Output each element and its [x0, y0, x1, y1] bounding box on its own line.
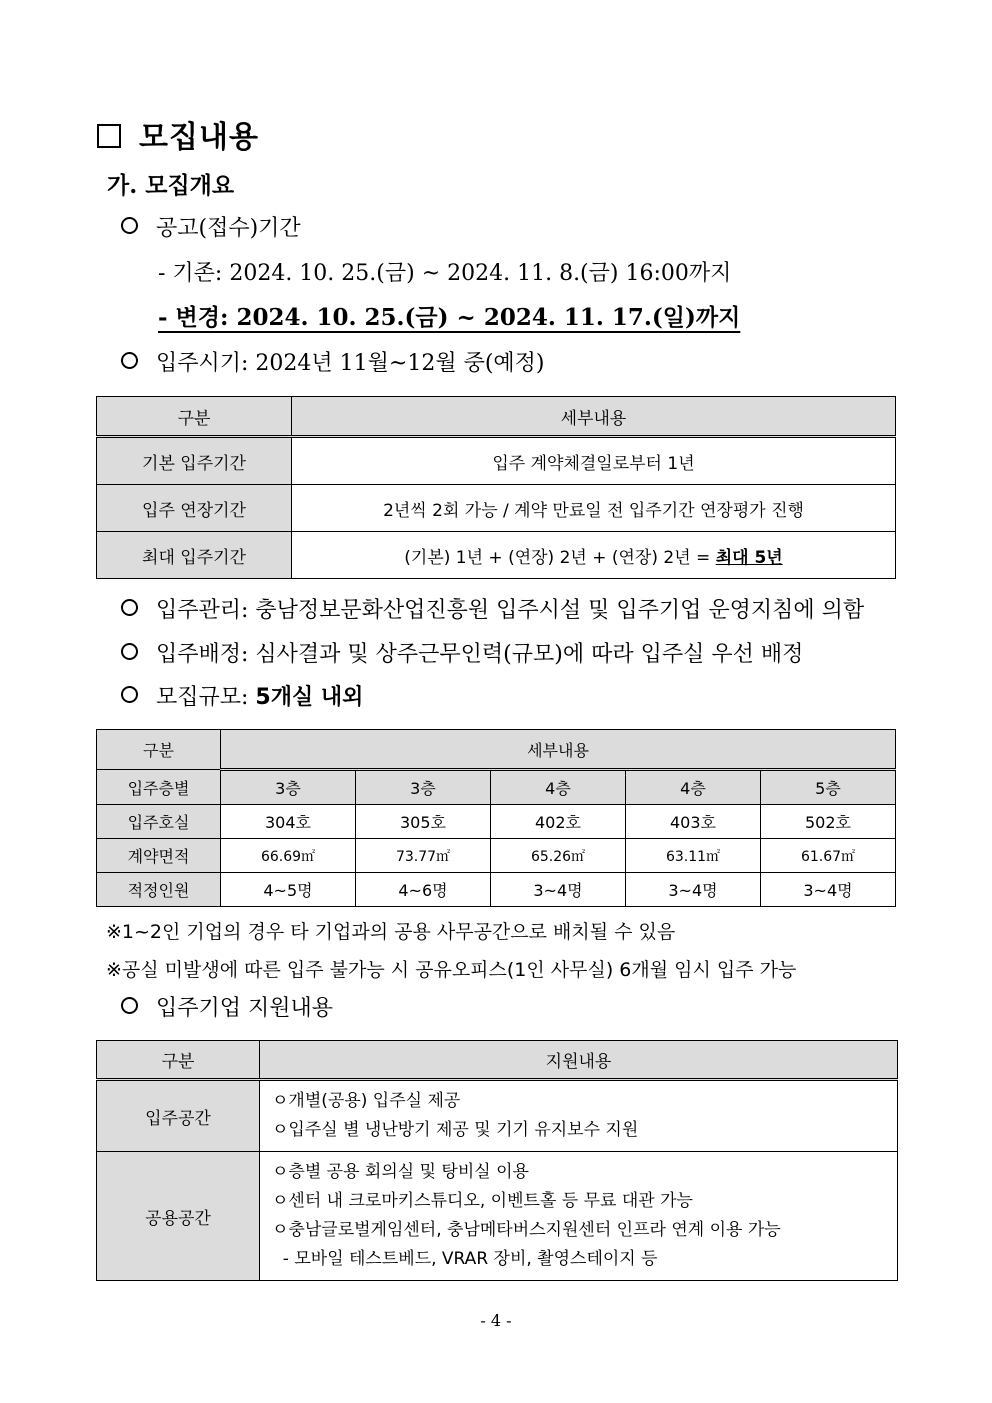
period-table: [96, 396, 896, 579]
table-header: 구분: [97, 1041, 260, 1080]
management-bullet: [121, 593, 864, 624]
cell: 61.67㎡: [761, 839, 896, 873]
cell: 4~6명: [356, 873, 491, 907]
page-heading: [97, 112, 259, 156]
circle-bullet-icon: [121, 686, 138, 703]
row-value-emphasis: 최대 5년: [715, 547, 783, 568]
allocation-bullet: [121, 637, 803, 668]
content-line: ㅇ입주실 별 냉난방기 제공 및 기기 유지보수 지원: [272, 1120, 639, 1140]
table-row: [97, 839, 896, 873]
management-text: 입주관리: 충남정보문화산업진흥원 입주시설 및 입주기업 운영지침에 의함: [156, 598, 865, 623]
table-row: [97, 1152, 898, 1281]
cell: 402호: [491, 805, 626, 839]
circle-bullet-icon: [121, 643, 138, 660]
row-content: [260, 1152, 898, 1281]
period-label: 공고(접수)기간: [156, 216, 301, 241]
table-row: [97, 805, 896, 839]
cell: 305호: [356, 805, 491, 839]
support-table: [96, 1040, 898, 1281]
cell: 4층: [626, 770, 761, 805]
checkbox-square-icon: [97, 124, 121, 148]
page-number: - 4 -: [480, 1311, 512, 1330]
content-line: ㅇ센터 내 크로마키스튜디오, 이벤트홀 등 무료 대관 가능: [272, 1191, 693, 1211]
row-value: 입주 계약체결일로부터 1년: [292, 437, 896, 485]
row-label: 입주공간: [97, 1080, 260, 1152]
circle-bullet-icon: [121, 217, 138, 234]
content-line: - 모바일 테스트베드, VRAR 장비, 촬영스테이지 등: [272, 1249, 658, 1269]
table-header: 세부내용: [221, 730, 896, 770]
row-label: 입주호실: [97, 805, 221, 839]
support-bullet: [121, 991, 333, 1022]
row-value-text: (기본) 1년 + (연장) 2년 + (연장) 2년 =: [404, 547, 716, 568]
table-header: 지원내용: [260, 1041, 898, 1080]
row-value: 2년씩 2회 가능 / 계약 만료일 전 입주기간 연장평가 진행: [292, 485, 896, 532]
content-line: ㅇ충남글로벌게임센터, 충남메타버스지원센터 인프라 연계 이용 가능: [272, 1220, 781, 1240]
row-label: 기본 입주기간: [97, 437, 292, 485]
cell: 5층: [761, 770, 896, 805]
cell: 3층: [221, 770, 356, 805]
room-table: [96, 729, 896, 907]
scale-label: 모집규모:: [156, 685, 256, 710]
row-label: 입주층별: [97, 770, 221, 805]
table-header: 구분: [97, 730, 221, 770]
note-2: ※공실 미발생에 따른 입주 불가능 시 공유오피스(1인 사무실) 6개월 임시 입주 가능: [106, 959, 797, 981]
period-changed: - 변경: 2024. 10. 25.(금) ~ 2024. 11. 17.(일)까지: [158, 304, 741, 331]
allocation-text: 입주배정: 심사결과 및 상주근무인력(규모)에 따라 입주실 우선 배정: [156, 642, 804, 667]
period-original: - 기존: 2024. 10. 25.(금) ~ 2024. 11. 8.(금) 16:00까지: [158, 261, 732, 286]
cell: 4층: [491, 770, 626, 805]
cell: 403호: [626, 805, 761, 839]
table-row: [97, 873, 896, 907]
cell: 73.77㎡: [356, 839, 491, 873]
cell: 65.26㎡: [491, 839, 626, 873]
table-row: [97, 485, 896, 532]
section-title: 가. 모집개요: [107, 172, 235, 199]
cell: 3~4명: [491, 873, 626, 907]
move-in-bullet: [121, 346, 545, 377]
cell: 3~4명: [626, 873, 761, 907]
row-content: [260, 1080, 898, 1152]
circle-bullet-icon: [121, 599, 138, 616]
table-header: 세부내용: [292, 397, 896, 437]
circle-bullet-icon: [121, 352, 138, 369]
content-line: ㅇ개별(공용) 입주실 제공: [272, 1091, 461, 1111]
row-label: 입주 연장기간: [97, 485, 292, 532]
row-label: 적정인원: [97, 873, 221, 907]
scale-value: 5개실 내외: [255, 685, 364, 710]
scale-bullet: [121, 680, 363, 711]
table-header: 구분: [97, 397, 292, 437]
cell: 3~4명: [761, 873, 896, 907]
cell: 63.11㎡: [626, 839, 761, 873]
content-line: ㅇ층별 공용 회의실 및 탕비실 이용: [272, 1162, 529, 1182]
note-1: ※1~2인 기업의 경우 타 기업과의 공용 사무공간으로 배치될 수 있음: [106, 921, 676, 943]
row-value: [292, 532, 896, 579]
row-label: 최대 입주기간: [97, 532, 292, 579]
row-label: 공용공간: [97, 1152, 260, 1281]
table-row: [97, 1080, 898, 1152]
cell: 66.69㎡: [221, 839, 356, 873]
cell: 3층: [356, 770, 491, 805]
heading-text: 모집내용: [139, 120, 259, 155]
circle-bullet-icon: [121, 997, 138, 1014]
table-row: [97, 770, 896, 805]
support-label: 입주기업 지원내용: [156, 996, 334, 1021]
period-bullet: [121, 211, 301, 242]
cell: 502호: [761, 805, 896, 839]
cell: 304호: [221, 805, 356, 839]
cell: 4~5명: [221, 873, 356, 907]
move-in-text: 입주시기: 2024년 11월~12월 중(예정): [156, 351, 545, 376]
row-label: 계약면적: [97, 839, 221, 873]
table-row: [97, 437, 896, 485]
table-row: [97, 532, 896, 579]
